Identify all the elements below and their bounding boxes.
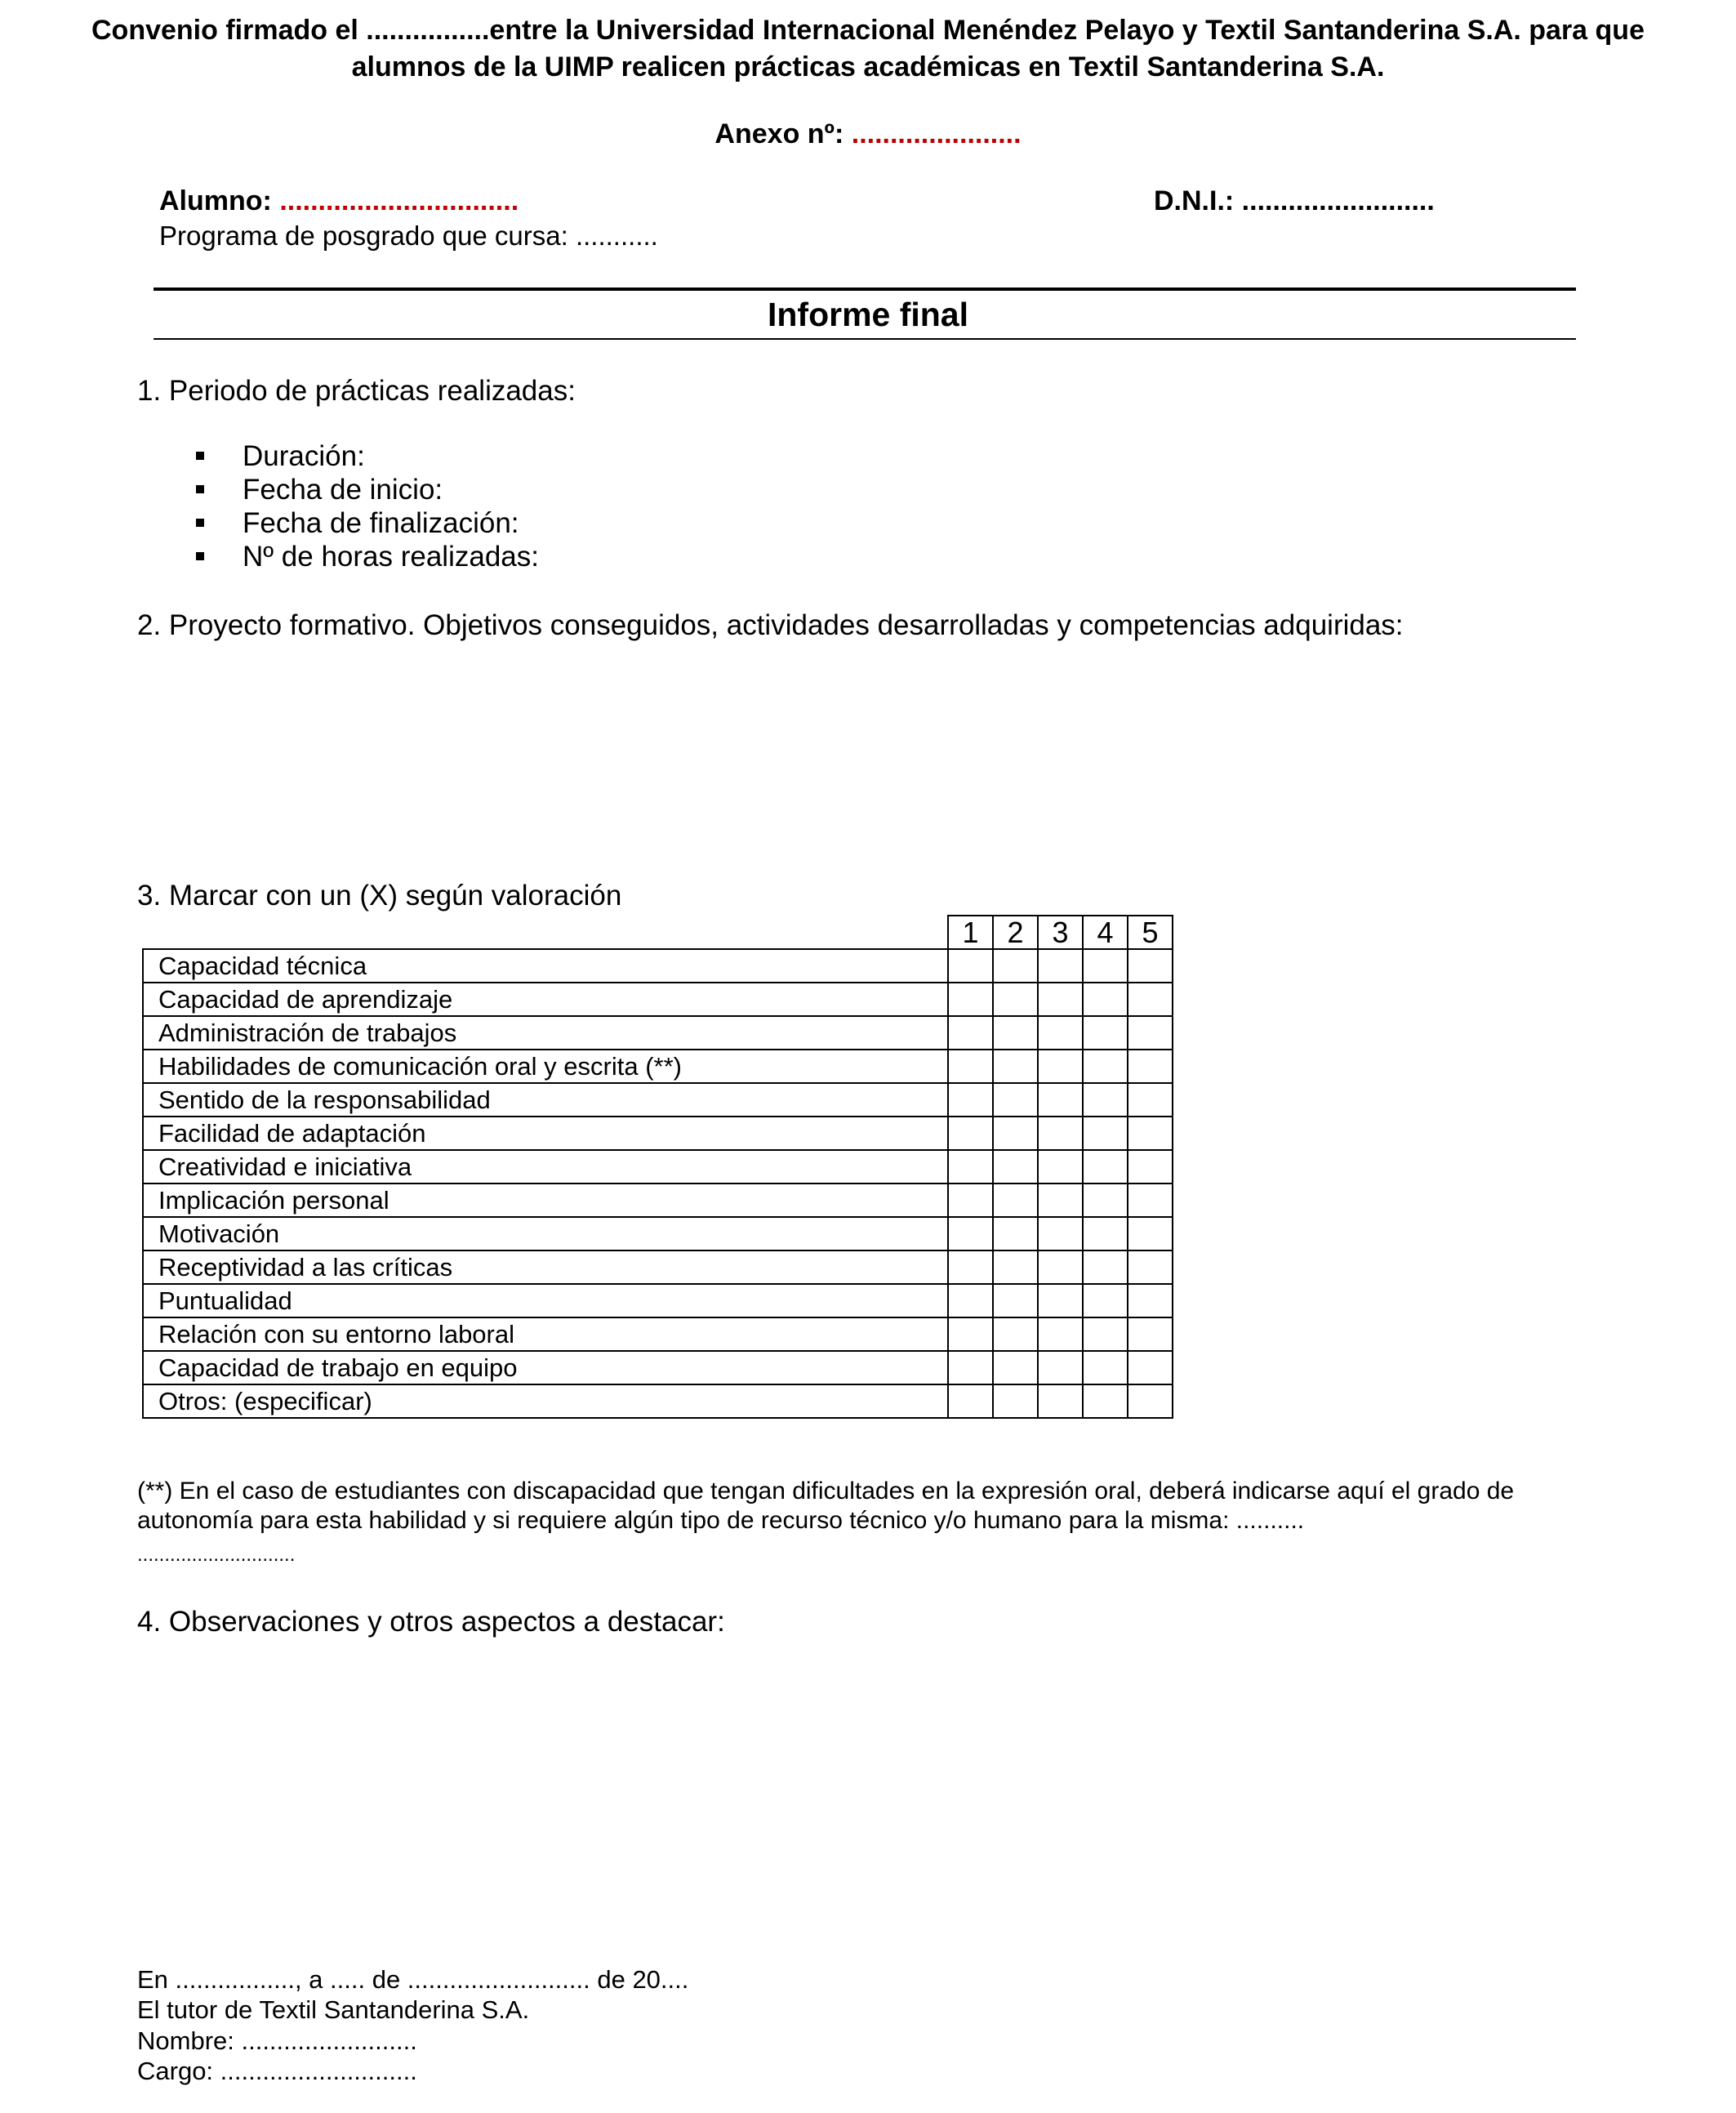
rating-cell-3[interactable] [1038, 1351, 1083, 1384]
evaluation-table [142, 915, 1173, 1419]
rating-cell-1[interactable] [948, 1250, 993, 1284]
criterion-label: Sentido de la responsabilidad [143, 1083, 948, 1117]
table-row [143, 1250, 1173, 1284]
scale-4: 4 [1083, 916, 1128, 949]
criterion-label: Capacidad técnica [143, 949, 948, 983]
scale-5: 5 [1128, 916, 1173, 949]
rating-cell-5[interactable] [1128, 1384, 1173, 1418]
student-label: Alumno: [159, 185, 272, 216]
rating-cell-5[interactable] [1128, 949, 1173, 983]
rating-cell-3[interactable] [1038, 1184, 1083, 1217]
rating-cell-1[interactable] [948, 1150, 993, 1184]
criterion-label: Receptividad a las críticas [143, 1250, 948, 1284]
table-row [143, 1384, 1173, 1418]
table-row [143, 1083, 1173, 1117]
table-row [143, 1317, 1173, 1351]
rating-cell-4[interactable] [1083, 1317, 1128, 1351]
criterion-label: Habilidades de comunicación oral y escrita (**) [143, 1050, 948, 1083]
rating-cell-4[interactable] [1083, 1117, 1128, 1150]
rating-cell-4[interactable] [1083, 1351, 1128, 1384]
table-row [143, 1150, 1173, 1184]
place-date-line[interactable]: En ................., a ..... de .......................... de 20.... [137, 1965, 689, 1994]
rating-cell-2[interactable] [993, 1083, 1038, 1117]
criterion-label: Capacidad de trabajo en equipo [143, 1351, 948, 1384]
rating-cell-2[interactable] [993, 1317, 1038, 1351]
postgraduate-program: Programa de posgrado que cursa: ........... [159, 221, 658, 251]
rating-cell-1[interactable] [948, 1050, 993, 1083]
table-row [143, 1184, 1173, 1217]
rating-cell-3[interactable] [1038, 983, 1083, 1016]
rating-cell-1[interactable] [948, 1217, 993, 1250]
list-item: Duración: [196, 439, 539, 473]
section-3-heading: 3. Marcar con un (X) según valoración [137, 880, 622, 912]
table-row [143, 1016, 1173, 1050]
rating-cell-3[interactable] [1038, 1317, 1083, 1351]
rating-cell-1[interactable] [948, 1083, 993, 1117]
rating-cell-5[interactable] [1128, 1016, 1173, 1050]
position-line[interactable]: Cargo: ............................ [137, 2057, 417, 2085]
rating-cell-4[interactable] [1083, 1284, 1128, 1317]
criterion-label: Facilidad de adaptación [143, 1117, 948, 1150]
section-2-heading: 2. Proyecto formativo. Objetivos conseguidos, actividades desarrolladas y competencias adquiridas: [137, 609, 1404, 641]
annex-field [0, 118, 1736, 150]
dni-field [1154, 185, 1435, 217]
rating-cell-5[interactable] [1128, 1050, 1173, 1083]
name-line[interactable]: Nombre: ......................... [137, 2026, 417, 2055]
rating-cell-5[interactable] [1128, 1351, 1173, 1384]
rating-cell-1[interactable] [948, 1184, 993, 1217]
rating-cell-1[interactable] [948, 1351, 993, 1384]
table-row [143, 949, 1173, 983]
rating-cell-5[interactable] [1128, 1184, 1173, 1217]
rating-cell-3[interactable] [1038, 1050, 1083, 1083]
rating-cell-5[interactable] [1128, 1117, 1173, 1150]
table-row [143, 1351, 1173, 1384]
disability-note: (**) En el caso de estudiantes con discapacidad que tengan dificultades en la expresión oral, deberá indicarse aquí el grado de autonomía para esta habilidad y si requiere algún tipo de recurso técnico y/o humano para la misma: .......... [137, 1478, 1515, 1534]
dni-label: D.N.I.: [1154, 185, 1235, 216]
rating-cell-3[interactable] [1038, 1217, 1083, 1250]
rating-cell-4[interactable] [1083, 1250, 1128, 1284]
scale-1: 1 [948, 916, 993, 949]
rating-cell-2[interactable] [993, 1250, 1038, 1284]
list-item: Fecha de inicio: [196, 473, 539, 506]
rating-cell-3[interactable] [1038, 949, 1083, 983]
rating-cell-5[interactable] [1128, 1217, 1173, 1250]
rating-cell-2[interactable] [993, 949, 1038, 983]
tutor-line: El tutor de Textil Santanderina S.A. [137, 1995, 530, 2024]
criterion-label: Otros: (especificar) [143, 1384, 948, 1418]
rating-cell-4[interactable] [1083, 949, 1128, 983]
dni-value[interactable]: ......................... [1241, 185, 1435, 216]
student-field [159, 185, 519, 217]
agreement-title-line-1: Convenio firmado el ................entre la Universidad Internacional Menéndez Pelayo y Textil Santanderina S.A. para que [91, 15, 1645, 46]
rating-cell-5[interactable] [1128, 1150, 1173, 1184]
rating-cell-3[interactable] [1038, 1284, 1083, 1317]
scale-header-row [143, 916, 1173, 949]
rating-cell-4[interactable] [1083, 1083, 1128, 1117]
rating-cell-2[interactable] [993, 1217, 1038, 1250]
criterion-label: Capacidad de aprendizaje [143, 983, 948, 1016]
header-spacer [143, 916, 948, 949]
list-item: Fecha de finalización: [196, 506, 539, 540]
criterion-label: Puntualidad [143, 1284, 948, 1317]
rating-cell-5[interactable] [1128, 1317, 1173, 1351]
table-row [143, 983, 1173, 1016]
disability-note-dots[interactable]: ............................. [137, 1544, 296, 1566]
rating-cell-4[interactable] [1083, 1217, 1128, 1250]
rating-cell-4[interactable] [1083, 1050, 1128, 1083]
criterion-label: Creatividad e iniciativa [143, 1150, 948, 1184]
rating-cell-3[interactable] [1038, 1117, 1083, 1150]
rating-cell-4[interactable] [1083, 983, 1128, 1016]
rating-cell-2[interactable] [993, 1117, 1038, 1150]
report-title: Informe final [767, 296, 969, 333]
rating-cell-1[interactable] [948, 1117, 993, 1150]
rating-cell-5[interactable] [1128, 1250, 1173, 1284]
rating-cell-2[interactable] [993, 983, 1038, 1016]
rating-cell-2[interactable] [993, 1150, 1038, 1184]
table-row [143, 1284, 1173, 1317]
annex-value[interactable]: ...................... [851, 118, 1022, 149]
rating-cell-1[interactable] [948, 983, 993, 1016]
rating-cell-4[interactable] [1083, 1384, 1128, 1418]
rating-cell-5[interactable] [1128, 1083, 1173, 1117]
rating-cell-1[interactable] [948, 949, 993, 983]
rating-cell-4[interactable] [1083, 1150, 1128, 1184]
rating-cell-1[interactable] [948, 1384, 993, 1418]
rating-cell-4[interactable] [1083, 1016, 1128, 1050]
rating-cell-3[interactable] [1038, 1384, 1083, 1418]
rating-cell-5[interactable] [1128, 983, 1173, 1016]
scale-3: 3 [1038, 916, 1083, 949]
rating-cell-3[interactable] [1038, 1083, 1083, 1117]
student-value[interactable]: ............................... [279, 185, 519, 216]
rating-cell-2[interactable] [993, 1284, 1038, 1317]
rating-cell-3[interactable] [1038, 1016, 1083, 1050]
table-row [143, 1117, 1173, 1150]
rating-cell-1[interactable] [948, 1016, 993, 1050]
rating-cell-2[interactable] [993, 1384, 1038, 1418]
list-item: Nº de horas realizadas: [196, 540, 539, 573]
criterion-label: Relación con su entorno laboral [143, 1317, 948, 1351]
rating-cell-1[interactable] [948, 1317, 993, 1351]
rating-cell-5[interactable] [1128, 1284, 1173, 1317]
rating-cell-3[interactable] [1038, 1250, 1083, 1284]
table-row [143, 1050, 1173, 1083]
criterion-label: Administración de trabajos [143, 1016, 948, 1050]
rating-cell-4[interactable] [1083, 1184, 1128, 1217]
rating-cell-2[interactable] [993, 1184, 1038, 1217]
internship-period-list [196, 439, 539, 573]
section-4-heading: 4. Observaciones y otros aspectos a destacar: [137, 1606, 725, 1638]
criterion-label: Implicación personal [143, 1184, 948, 1217]
rating-cell-2[interactable] [993, 1351, 1038, 1384]
title-top-rule [154, 288, 1576, 291]
scale-2: 2 [993, 916, 1038, 949]
agreement-title-line-2: alumnos de la UIMP realicen prácticas académicas en Textil Santanderina S.A. [351, 51, 1385, 82]
rating-cell-2[interactable] [993, 1050, 1038, 1083]
annex-label: Anexo nº: [714, 118, 844, 149]
section-1-heading: 1. Periodo de prácticas realizadas: [137, 375, 576, 407]
rating-cell-2[interactable] [993, 1016, 1038, 1050]
title-bottom-rule [154, 338, 1576, 340]
table-row [143, 1217, 1173, 1250]
rating-cell-3[interactable] [1038, 1150, 1083, 1184]
rating-cell-1[interactable] [948, 1284, 993, 1317]
criterion-label: Motivación [143, 1217, 948, 1250]
